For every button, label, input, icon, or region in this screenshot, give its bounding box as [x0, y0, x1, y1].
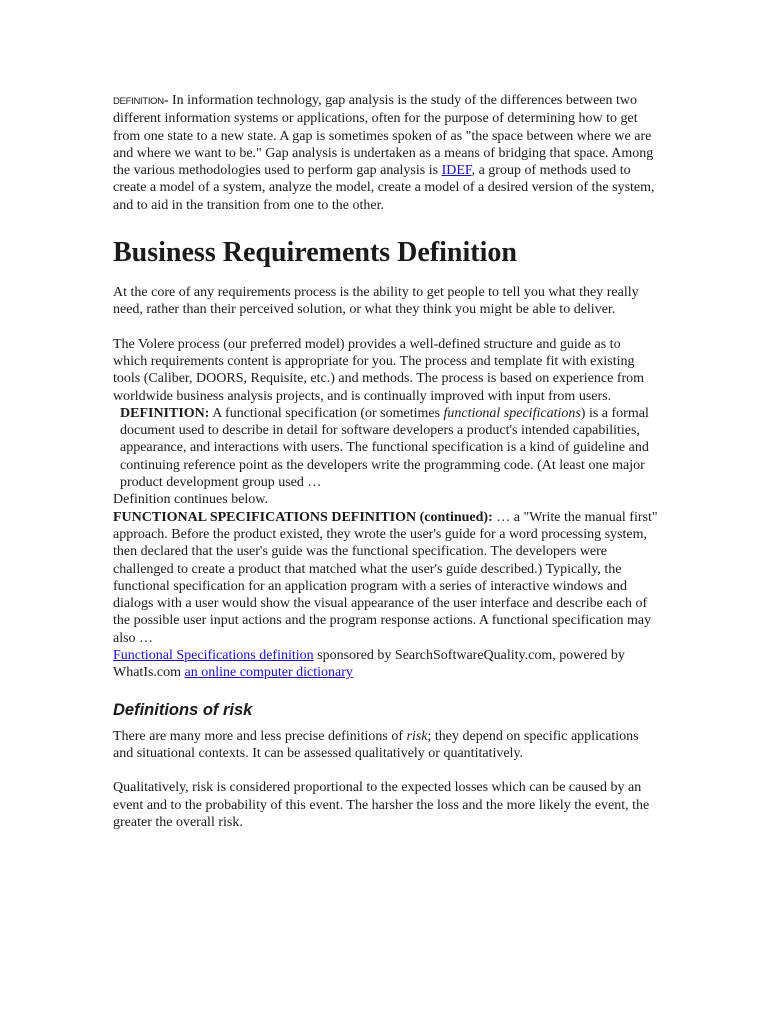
gap-analysis-paragraph [113, 92, 658, 214]
functional-specifications-definition-link[interactable]: Functional Specifications definition [113, 648, 314, 664]
definition-label: DEFINITION [113, 96, 164, 107]
document-page [113, 92, 658, 831]
risk-italic-term: risk [406, 728, 428, 744]
functional-spec-paragraph [113, 405, 658, 491]
definition-dash: - [163, 93, 169, 108]
risk-heading: Definitions of risk [113, 700, 253, 719]
business-requirements-paragraph-1: At the core of any requirements process is the ability to get people to tell you what they really need, rather than their perceived solution, or what they think you might be able to deliver. [113, 285, 639, 318]
online-dictionary-link[interactable]: an online computer dictionary [184, 665, 353, 681]
risk-paragraph-2: Qualitatively, risk is considered proportional to the expected losses which can be caused by an event and to the probability of this event. The harsher the loss and the more likely the event, the greater the overall risk. [113, 780, 650, 830]
definition-continues-line: Definition continues below. [113, 492, 269, 508]
functional-spec-text-2: ) is a formal document used to describe in detail for software developers a product's intended capabilities, appearance, and interactions with users. The functional specification is a kind of guideline and continuing reference point as the developers write the programming code. (At least one major product development group used … [120, 405, 649, 491]
functional-spec-continued-text: … a "Write the manual first" approach. Before the product existed, they wrote the user's guide for a word processing system, then declared that the user's guide was the functional specification. The developers were challenged to create a product that matched what the user's guide described.) Typically, the functional specification for an application program with a series of interactive windows and dialogs with a user would show the visual appearance of the user interface and describe each of the possible user input actions and the program response actions. A functional specification may also … [113, 509, 658, 646]
gap-analysis-text-1: In information technology, gap analysis is the study of the differences between two different information systems or applications, often for the purpose of determining how to get from one state to a new state. A gap is sometimes spoken of as "the space between where we are and where we want to be." Gap analysis is undertaken as a means of bridging that space. Among the various methodologies used to perform gap analysis is [113, 93, 654, 179]
source-text: sponsored by SearchSoftwareQuality.com, powered by WhatIs.com [113, 648, 625, 681]
functional-spec-text-1: A functional specification (or sometimes [209, 405, 444, 421]
source-attribution [113, 647, 658, 682]
functional-spec-continued-paragraph [113, 509, 658, 647]
gap-analysis-text-2: , a group of methods used to create a model of a system, analyze the model, create a model of a desired version of the system, and to aid in the transition from one to the other. [113, 163, 655, 213]
business-requirements-heading: Business Requirements Definition [113, 237, 517, 269]
idef-link[interactable]: IDEF [441, 163, 472, 179]
functional-spec-italic-term: functional specifications [443, 405, 581, 421]
functional-spec-label: DEFINITION: [120, 405, 210, 421]
risk-text-1b: ; they depend on specific applications and situational contexts. It can be assessed qualitatively or quantitatively. [113, 728, 639, 761]
volere-paragraph: The Volere process (our preferred model) provides a well-defined structure and guide as to which requirements content is appropriate for you. The process and template fit with existing tools (Caliber, DOORS, Requisite, etc.) and methods. The process is based on experience from worldwide business analysis projects, and is continually improved with input from users. [113, 336, 645, 404]
functional-spec-continued-label: FUNCTIONAL SPECIFICATIONS DEFINITION (continued): [113, 509, 493, 525]
risk-paragraph-1 [113, 728, 658, 763]
risk-text-1a: There are many more and less precise definitions of [113, 728, 407, 744]
